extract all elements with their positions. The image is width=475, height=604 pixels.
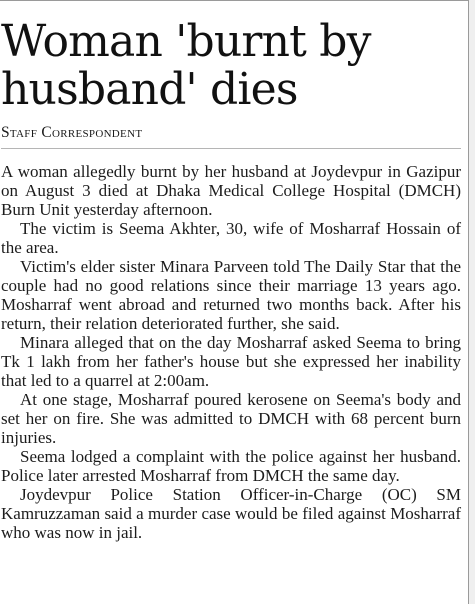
article-paragraph: At one stage, Mosharraf poured kerosene on Seema's body and set her on fire. She was admitted to DMCH with 68 percent burn injuries. [1, 390, 461, 447]
article-paragraph: Joydevpur Police Station Officer-in-Charge (OC) SM Kamruzzaman said a murder case would be filed against Mosharraf who was now in jail. [1, 485, 461, 542]
top-border-rule [0, 0, 468, 1]
article-byline: Staff Correspondent [1, 124, 143, 141]
article-paragraph: Seema lodged a complaint with the police against her husband. Police later arrested Mosharraf from DMCH the same day. [1, 447, 461, 485]
article-paragraph: Victim's elder sister Minara Parveen told The Daily Star that the couple had no good relations since their marriage 13 years ago. Mosharraf went abroad and returned two months back. After his return, their relation deteriorated further, she said. [1, 257, 461, 333]
article-headline: Woman 'burnt by husband' dies [1, 16, 371, 115]
article-paragraph: A woman allegedly burnt by her husband at Joydevpur in Gazipur on August 3 died at Dhaka Medical College Hospital (DMCH) Burn Unit yesterday afternoon. [1, 162, 461, 219]
article-paragraph: Minara alleged that on the day Mosharraf asked Seema to bring Tk 1 lakh from her father's house but she expressed her inability that led to a quarrel at 2:00am. [1, 333, 461, 390]
news-article [1, 18, 461, 542]
byline-divider [1, 148, 461, 149]
article-body [1, 162, 461, 542]
article-paragraph: The victim is Seema Akhter, 30, wife of Mosharraf Hossain of the area. [1, 219, 461, 257]
page-edge-strip [469, 0, 475, 604]
